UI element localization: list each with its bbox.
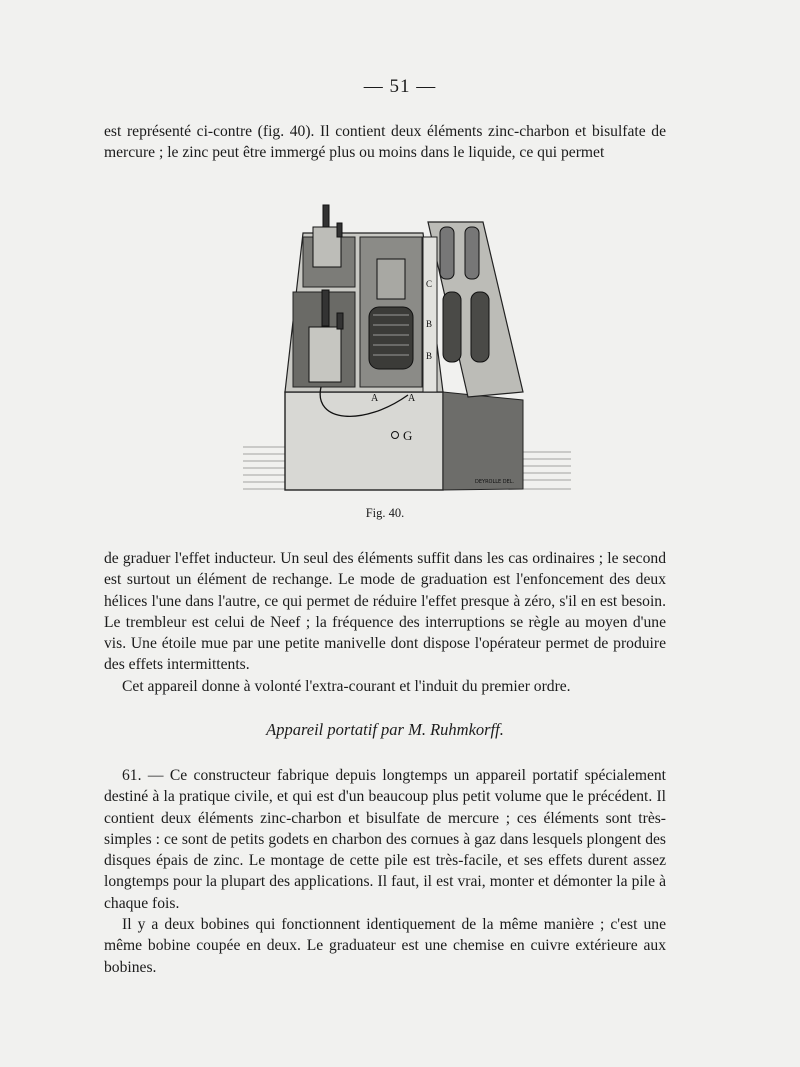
label-b-2: B [426,351,433,361]
label-a-left: A [371,393,379,404]
figure-40-illustration [243,197,573,497]
box-front [285,392,443,490]
label-g: G [403,428,413,443]
engraver-signature: DEYROLLE DEL. [475,479,515,485]
page-number: — 51 — [363,76,437,97]
graduation-strip [423,237,437,392]
section-heading: Appareil portatif par M. Ruhmkorff. [266,720,504,739]
figure-caption: Fig. 40. [365,506,405,520]
paragraph-3: 61. — Ce constructeur fabrique depuis longtemps un appareil portatif spécialement destiné à la pratique civile, et qui est d'un beaucoup plus petit volume que le précédent. Il contient deux éléments zinc-charbon et bisulfate de mercure ; ces éléments sont très-simples : ce sont de petits godets en charbon des cornues à gaz dans lesquels plongent des disques épais de zinc. Le montage de cette pile est très-facile, et ses effets durent assez longtemps pour la plupart des applications. Il faut, il est vrai, monter et démonter la pile à chaque fois. [104,767,666,912]
label-c: C [426,279,433,289]
intro-paragraph: est représenté ci-contre (fig. 40). Il contient deux éléments zinc-charbon et bisulfate de mercure ; le zinc peut être immergé plus ou moins dans le liquide, ce qui permet [104,123,666,162]
body-text-1 [104,548,666,697]
box-side [443,392,523,490]
label-b-1: B [426,319,433,329]
body-text-2 [104,765,666,978]
intro-text [104,121,666,164]
label-a-right: A [408,393,416,404]
paragraph-4: Il y a deux bobines qui fonctionnent identiquement de la même manière ; c'est une même bobine coupée en deux. Le graduateur est une chemise en cuivre extérieure aux bobines. [104,916,666,976]
battery-cell-back [313,205,342,267]
paragraph-2: Cet appareil donne à volonté l'extra-courant et l'induit du premier ordre. [122,677,571,695]
paragraph-1: de graduer l'effet inducteur. Un seul des éléments suffit dans les cas ordinaires ; le second est surtout un élément de rechange. Le mode de graduation est l'enfoncement des deux hélices l'une dans l'autre, ce qui permet de réduire l'effet presque à zéro, s'il en est besoin. Le trembleur est celui de Neef ; la fréquence des interruptions se règle au moyen d'une vis. Une étoile mue par une petite manivelle dont dispose l'opérateur permet de produire des effets intermittents. [104,550,666,674]
